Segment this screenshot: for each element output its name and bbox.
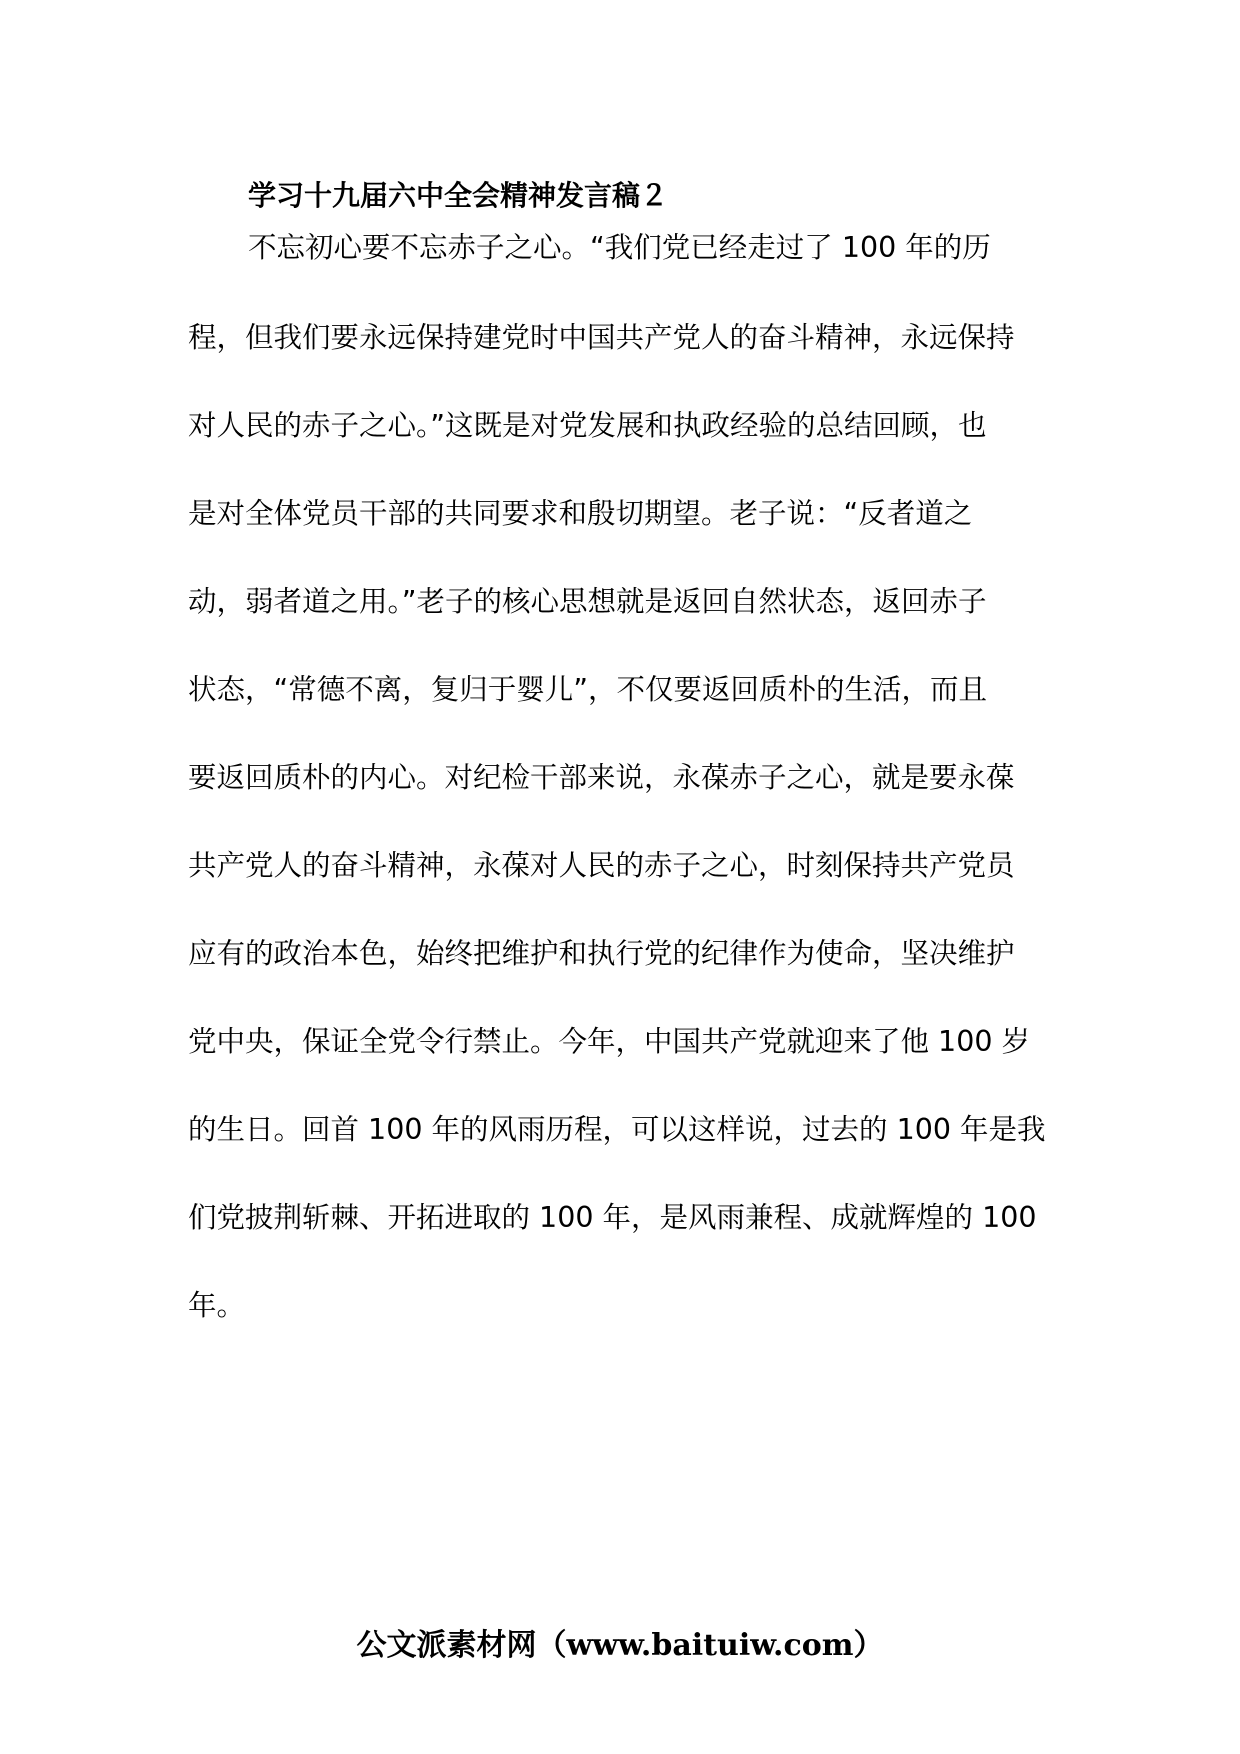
body-line-9: 应有的政治本色，始终把维护和执行党的纪律作为使命，坚决维护: [188, 937, 1015, 970]
body-line-1: 不忘初心要不忘赤子之心。“我们党已经走过了 100 年的历: [248, 231, 991, 264]
body-line-2: 程，但我们要永远保持建党时中国共产党人的奋斗精神，永远保持: [188, 321, 1015, 354]
footer-watermark: 公文派素材网（www.baituiw.com）: [356, 1628, 884, 1663]
body-line-12: 们党披荆斩棘、开拓进取的 100 年，是风雨兼程、成就辉煌的 100: [188, 1201, 1037, 1234]
document-title: 学习十九届六中全会精神发言稿２: [248, 179, 669, 212]
body-line-8: 共产党人的奋斗精神，永葆对人民的赤子之心，时刻保持共产党员: [188, 849, 1015, 882]
body-line-13: 年。: [188, 1289, 246, 1322]
body-line-10: 党中央，保证全党令行禁止。今年，中国共产党就迎来了他 100 岁: [188, 1025, 1031, 1058]
body-line-5: 动，弱者道之用。”老子的核心思想就是返回自然状态，返回赤子: [188, 585, 987, 618]
body-line-6: 状态，“常德不离，复归于婴儿”，不仅要返回质朴的生活，而且: [188, 673, 988, 706]
body-line-7: 要返回质朴的内心。对纪检干部来说，永葆赤子之心，就是要永葆: [188, 761, 1015, 794]
body-line-4: 是对全体党员干部的共同要求和殷切期望。老子说：“反者道之: [188, 497, 973, 530]
body-line-3: 对人民的赤子之心。”这既是对党发展和执政经验的总结回顾，也: [188, 409, 987, 442]
body-line-11: 的生日。回首 100 年的风雨历程，可以这样说，过去的 100 年是我: [188, 1113, 1046, 1146]
